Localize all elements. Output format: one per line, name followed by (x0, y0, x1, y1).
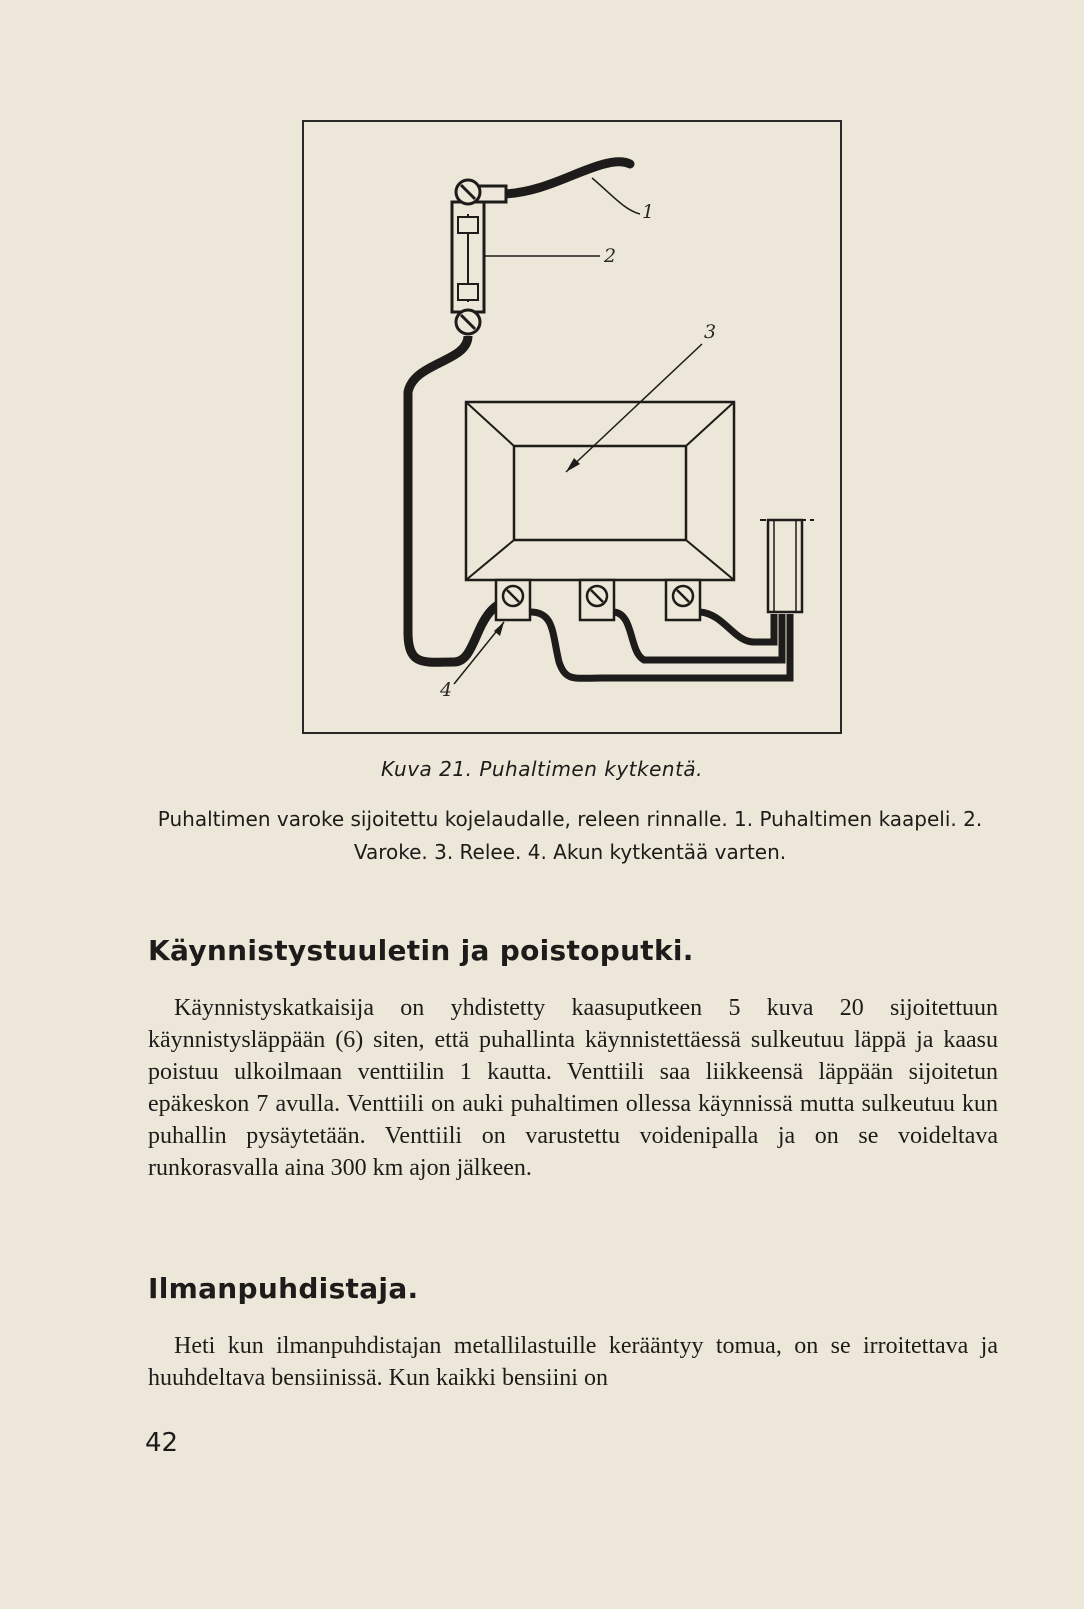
section-heading-starter-blower: Käynnistystuuletin ja poistoputki. (148, 934, 694, 967)
relay (466, 402, 734, 580)
figure-caption-title: Kuva 21. Puhaltimen kytkentä. (380, 757, 704, 781)
figure-caption-body: Puhaltimen varoke sijoitettu kojelaudalle, releen rinnalle. 1. Puhaltimen kaapeli. 2. Varoke. 3. Relee. 4. Akun kytkentää varten. (157, 807, 983, 864)
section-text-air-cleaner: Heti kun ilmanpuhdistajan metallilastuille kerääntyy tomua, on se irroitettava ja huuhdeltava bensiinissä. Kun kaikki bensiini on (148, 1333, 998, 1391)
page-number: 42 (145, 1428, 179, 1458)
relay-cable-3 (700, 612, 774, 642)
label-relay: 3 (704, 321, 717, 343)
label-terminal: 4 (440, 679, 453, 701)
blower-cable (504, 162, 630, 194)
wiring-diagram-figure (302, 120, 842, 734)
blower-wiring-diagram (304, 122, 840, 732)
section-text-starter-blower: Käynnistyskatkaisija on yhdistetty kaasuputkeen 5 kuva 20 sijoitettuun käynnistysläppään (6) siten, että puhallinta käynnistettäessä sulkeutuu läppä ja kaasu poistuu ulkoilmaan venttiilin 1 kautta. Venttiili saa liikkeensä läppään sijoitetun epäkeskon 7 avulla. Venttiili on auki puhaltimen ollessa käynnissä mutta sulkeutuu kun puhallin pysäytetään. Venttiili on varustettu voidenipalla ja on se voideltava runkorasvalla aina 300 km ajon jälkeen. (148, 995, 998, 1181)
relay-terminals (496, 580, 700, 620)
label-cable: 1 (642, 201, 655, 223)
connector-block (760, 520, 814, 612)
fuse-holder (452, 180, 506, 334)
label-fuse: 2 (604, 245, 617, 267)
section-heading-air-cleaner: Ilmanpuhdistaja. (148, 1272, 419, 1305)
